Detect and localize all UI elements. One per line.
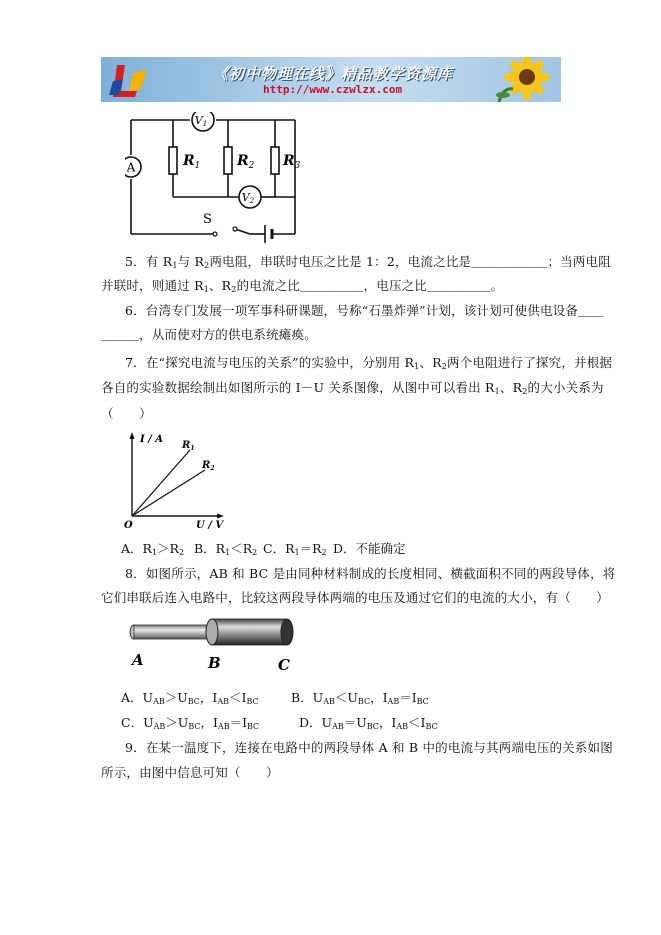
origin-label: O	[124, 520, 133, 531]
q8-option-b[interactable]: B．$U_{AB}<U_{BC}$，$I_{AB}=I_{BC}$	[291, 690, 429, 706]
switch-icon	[213, 232, 217, 236]
q8-option-d[interactable]: D．$U_{AB}=U_{BC}$，$I_{AB}<I_{BC}$	[299, 715, 438, 731]
question-9-line2: 所示，由图中信息可知（ ）	[101, 765, 279, 780]
question-7-line1: 7．在“探究电流与电压的关系”的实验中，分别用 $R_1$、$R_2$两个电阻进行了探究，并根据	[125, 355, 613, 371]
banner-url[interactable]: http://www.czwlzx.com	[263, 83, 403, 96]
r1-label: $R_1$	[183, 153, 201, 171]
circuit-diagram	[125, 112, 310, 247]
q8-option-a[interactable]: A．$U_{AB}>U_{BC}$，$I_{AB}<I_{BC}$	[121, 690, 259, 706]
ammeter-label: A	[126, 160, 136, 175]
y-axis-label: I / A	[140, 434, 164, 445]
conductor-figure	[124, 615, 299, 675]
line-r1	[132, 450, 190, 516]
q8-option-c[interactable]: C．$U_{AB}>U_{BC}$，$I_{AB}=I_{BC}$	[121, 715, 260, 731]
question-5-line2: 并联时，则通过 $R_1$、$R_2$的电流之比＿＿＿＿＿，电压之比＿＿＿＿＿。	[101, 278, 504, 294]
resistor-r2	[224, 147, 232, 174]
question-7-bracket: （ ）	[101, 406, 152, 421]
header-banner	[101, 57, 561, 102]
label-a: A	[132, 651, 144, 669]
question-6-line1: 6．台湾专门发展一项军事科研课题，号称“石墨炸弹”计划，该计划可使供电设备＿＿	[125, 303, 604, 318]
q7-option-b[interactable]: B．$R_1<R_2$	[194, 541, 258, 557]
site-logo-icon	[107, 61, 155, 99]
question-8-line2: 它们串联后连入电路中，比较这两段导体两端的电压及通过它们的电流的大小，有（ ）	[101, 590, 610, 605]
resistor-r3	[271, 147, 279, 174]
thin-conductor-ab	[134, 625, 214, 639]
question-8-line1: 8．如图所示，AB 和 BC 是由同种材料制成的长度相同、横截面积不同的两段导体，将	[125, 566, 616, 581]
question-6-line2: ＿＿＿，从而使对方的供电系统瘫痪。	[101, 327, 317, 342]
q7-option-c[interactable]: C．$R_1=R_2$	[263, 541, 327, 557]
r3-label: $R_3$	[283, 153, 301, 171]
x-axis-label: U / V	[196, 520, 224, 531]
iu-graph	[120, 428, 230, 533]
r2-line-label: $R_2$	[202, 460, 215, 472]
r1-line-label: $R_1$	[182, 440, 195, 452]
question-5-line1: 5．有 $R_1$与 $R_2$两电阻，串联时电压之比是 1：2，电流之比是＿＿＿＿＿＿；当两电阻	[125, 254, 611, 270]
question-7-line2: 各自的实验数据绘制出如图所示的 I－U 关系图像，从图中可以看出 $R_1$、$R_2$的大小关系为	[101, 380, 604, 396]
line-r2	[132, 470, 205, 516]
question-9-line1: 9．在某一温度下，连接在电路中的两段导体 A 和 B 中的电流与其两端电压的关系如图	[125, 740, 613, 755]
r2-label: $R_2$	[237, 153, 255, 171]
banner-title: 《初中物理在线》精品教学资源库	[213, 65, 454, 83]
q7-option-d[interactable]: D．不能确定	[333, 541, 406, 556]
sunflower-icon	[493, 57, 555, 102]
thick-conductor-bc	[212, 619, 287, 645]
label-b: B	[208, 654, 221, 672]
switch-label: S	[203, 212, 212, 227]
v1-label: V1	[194, 114, 208, 128]
v2-label: V2	[241, 191, 255, 205]
q7-option-a[interactable]: A．$R_1>R_2$	[121, 541, 185, 557]
resistor-r1	[169, 147, 177, 174]
label-c: C	[278, 656, 290, 674]
